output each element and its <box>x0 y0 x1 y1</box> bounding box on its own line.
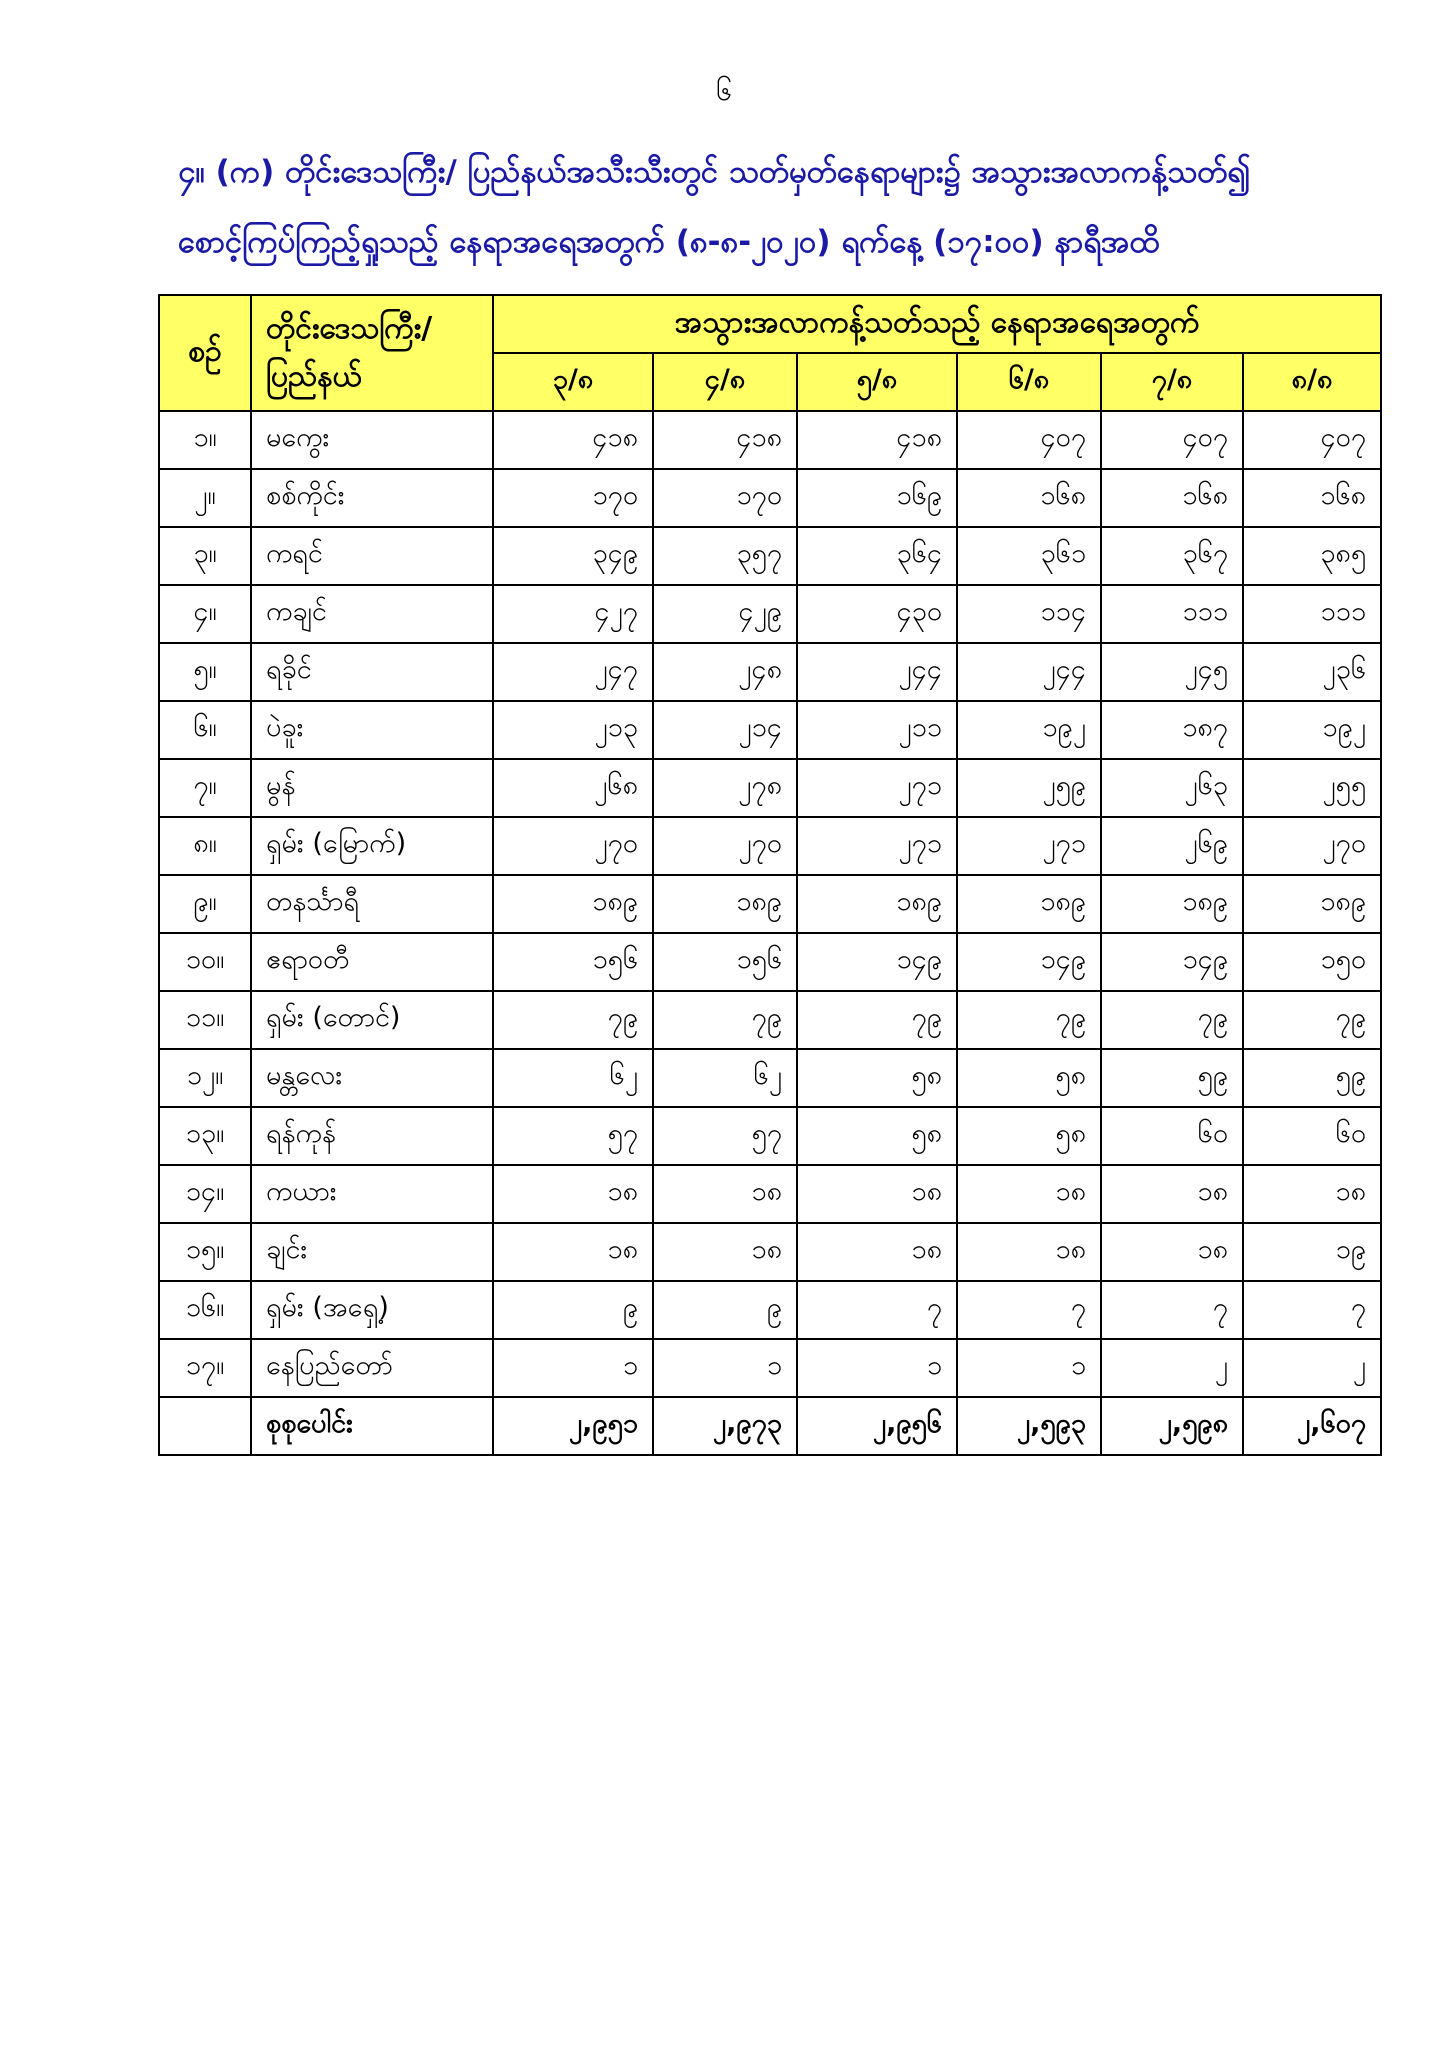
total-value: ၂,၆၀၇ <box>1243 1397 1381 1455</box>
row-value: ၁၉၂ <box>957 701 1101 759</box>
row-region: ရှမ်း (မြောက်) <box>251 817 493 875</box>
row-seq: ၅။ <box>159 643 251 701</box>
row-value: ၁၅၀ <box>1243 933 1381 991</box>
header-region <box>251 295 493 411</box>
row-value: ၁၄၉ <box>957 933 1101 991</box>
row-seq: ၆။ <box>159 701 251 759</box>
row-value: ၂၇၁ <box>957 817 1101 875</box>
row-value: ၇၉ <box>797 991 957 1049</box>
row-seq: ၃။ <box>159 527 251 585</box>
header-date: ၃/၈ <box>493 353 653 411</box>
row-seq: ၁၃။ <box>159 1107 251 1165</box>
row-value: ၁၁၁ <box>1243 585 1381 643</box>
row-region: ပဲခူး <box>251 701 493 759</box>
row-value: ၄၀၇ <box>1101 411 1243 469</box>
row-value: ၇ <box>797 1281 957 1339</box>
row-value: ၇၉ <box>653 991 797 1049</box>
row-value: ၅၈ <box>797 1107 957 1165</box>
row-value: ၁၉၂ <box>1243 701 1381 759</box>
row-value: ၁ <box>653 1339 797 1397</box>
row-value: ၂၄၅ <box>1101 643 1243 701</box>
table-row <box>159 817 1381 875</box>
row-value: ၁ <box>957 1339 1101 1397</box>
header-region-line-1: တိုင်းဒေသကြီး/ <box>266 311 433 346</box>
row-value: ၃၄၉ <box>493 527 653 585</box>
row-seq: ၁၁။ <box>159 991 251 1049</box>
header-date: ၄/၈ <box>653 353 797 411</box>
row-value: ၅၉ <box>1243 1049 1381 1107</box>
row-region: နေပြည်တော် <box>251 1339 493 1397</box>
row-value: ၅၈ <box>957 1107 1101 1165</box>
row-value: ၂၁၁ <box>797 701 957 759</box>
row-value: ၇၉ <box>1243 991 1381 1049</box>
row-value: ၁၆၈ <box>1243 469 1381 527</box>
row-value: ၂၃၆ <box>1243 643 1381 701</box>
row-value: ၉ <box>493 1281 653 1339</box>
row-value: ၆၀ <box>1101 1107 1243 1165</box>
row-value: ၁၁၁ <box>1101 585 1243 643</box>
row-value: ၇၉ <box>493 991 653 1049</box>
row-value: ၂၆၃ <box>1101 759 1243 817</box>
table-row <box>159 1339 1381 1397</box>
row-region: ရှမ်း (အရှေ့) <box>251 1281 493 1339</box>
row-value: ၂၄၄ <box>797 643 957 701</box>
row-value: ၁၅၆ <box>653 933 797 991</box>
row-region: ရခိုင် <box>251 643 493 701</box>
row-value: ၇ <box>1101 1281 1243 1339</box>
row-seq: ၄။ <box>159 585 251 643</box>
row-value: ၁၅၆ <box>493 933 653 991</box>
row-value: ၁၈ <box>1101 1165 1243 1223</box>
row-value: ၄၁၈ <box>797 411 957 469</box>
row-value: ၁၄၉ <box>797 933 957 991</box>
row-value: ၂၇၀ <box>1243 817 1381 875</box>
row-value: ၆၂ <box>653 1049 797 1107</box>
row-region: ကချင် <box>251 585 493 643</box>
row-value: ၁၈ <box>653 1165 797 1223</box>
total-value: ၂,၉၅၆ <box>797 1397 957 1455</box>
row-value: ၁၉ <box>1243 1223 1381 1281</box>
row-value: ၅၈ <box>797 1049 957 1107</box>
header-seq: စဉ် <box>159 295 251 411</box>
row-value: ၁၈ <box>797 1223 957 1281</box>
row-value: ၂၆၉ <box>1101 817 1243 875</box>
table-row <box>159 1223 1381 1281</box>
total-value: ၂,၉၅၁ <box>493 1397 653 1455</box>
row-seq: ၈။ <box>159 817 251 875</box>
table-row <box>159 991 1381 1049</box>
row-value: ၂၄၈ <box>653 643 797 701</box>
row-region: မွန် <box>251 759 493 817</box>
row-value: ၂၁၃ <box>493 701 653 759</box>
row-value: ၃၆၇ <box>1101 527 1243 585</box>
row-region: မကွေး <box>251 411 493 469</box>
header-date: ၆/၈ <box>957 353 1101 411</box>
row-value: ၂ <box>1243 1339 1381 1397</box>
row-value: ၄၃၀ <box>797 585 957 643</box>
table-row <box>159 469 1381 527</box>
table-row <box>159 701 1381 759</box>
row-region: ကယား <box>251 1165 493 1223</box>
row-value: ၁ <box>797 1339 957 1397</box>
total-row <box>159 1397 1381 1455</box>
row-value: ၅၈ <box>957 1049 1101 1107</box>
row-value: ၁၆၈ <box>1101 469 1243 527</box>
row-value: ၃၈၅ <box>1243 527 1381 585</box>
row-region: ဧရာဝတီ <box>251 933 493 991</box>
row-value: ၄၂၇ <box>493 585 653 643</box>
restricted-places-table <box>158 294 1382 1456</box>
table-row <box>159 933 1381 991</box>
row-value: ၆၀ <box>1243 1107 1381 1165</box>
row-value: ၁၈၉ <box>797 875 957 933</box>
row-value: ၁၈ <box>653 1223 797 1281</box>
header-date: ၇/၈ <box>1101 353 1243 411</box>
row-seq: ၁၆။ <box>159 1281 251 1339</box>
page-number: ၆ <box>716 74 732 107</box>
total-value: ၂,၅၉၃ <box>957 1397 1101 1455</box>
row-value: ၁၈၉ <box>1243 875 1381 933</box>
table-row <box>159 527 1381 585</box>
row-value: ၂၇၀ <box>493 817 653 875</box>
table-row <box>159 643 1381 701</box>
row-value: ၃၅၇ <box>653 527 797 585</box>
table-row <box>159 585 1381 643</box>
row-value: ၁ <box>493 1339 653 1397</box>
header-date: ၈/၈ <box>1243 353 1381 411</box>
total-seq-empty <box>159 1397 251 1455</box>
row-seq: ၁၂။ <box>159 1049 251 1107</box>
table-row <box>159 875 1381 933</box>
row-value: ၁၈၇ <box>1101 701 1243 759</box>
row-value: ၂၄၄ <box>957 643 1101 701</box>
row-value: ၁၈ <box>957 1165 1101 1223</box>
table-body <box>159 411 1381 1455</box>
row-value: ၅၉ <box>1101 1049 1243 1107</box>
row-value: ၁၈ <box>957 1223 1101 1281</box>
row-value: ၂၄၇ <box>493 643 653 701</box>
table-row <box>159 1281 1381 1339</box>
row-value: ၃၆၁ <box>957 527 1101 585</box>
section-heading-line-1: ၄။ (က) တိုင်းဒေသကြီး/ ပြည်နယ်အသီးသီးတွင် သတ်မှတ်နေရာများ၌ အသွားအလာကန့်သတ်၍ <box>178 154 1251 190</box>
row-seq: ၉။ <box>159 875 251 933</box>
row-value: ၁၈ <box>1101 1223 1243 1281</box>
row-region: တနင်္သာရီ <box>251 875 493 933</box>
row-value: ၁၈၉ <box>653 875 797 933</box>
row-value: ၂၆၈ <box>493 759 653 817</box>
table-row <box>159 1165 1381 1223</box>
row-value: ၂၅၉ <box>957 759 1101 817</box>
row-value: ၁၈ <box>1243 1165 1381 1223</box>
header-region-line-2: ပြည်နယ် <box>266 359 362 394</box>
total-value: ၂,၉၇၃ <box>653 1397 797 1455</box>
row-value: ၁၇၀ <box>493 469 653 527</box>
row-value: ၁၈၉ <box>957 875 1101 933</box>
header-date: ၅/၈ <box>797 353 957 411</box>
row-region: ရှမ်း (တောင်) <box>251 991 493 1049</box>
row-value: ၁၈ <box>493 1165 653 1223</box>
row-value: ၄၁၈ <box>493 411 653 469</box>
table-row <box>159 1049 1381 1107</box>
row-value: ၁၆၈ <box>957 469 1101 527</box>
row-value: ၁၈၉ <box>493 875 653 933</box>
row-region: မန္တလေး <box>251 1049 493 1107</box>
row-value: ၄၁၈ <box>653 411 797 469</box>
row-region: ချင်း <box>251 1223 493 1281</box>
row-value: ၇၉ <box>1101 991 1243 1049</box>
row-value: ၂၇၀ <box>653 817 797 875</box>
row-value: ၅၇ <box>493 1107 653 1165</box>
row-seq: ၁၇။ <box>159 1339 251 1397</box>
row-region: ကရင် <box>251 527 493 585</box>
table-row <box>159 411 1381 469</box>
row-seq: ၁၄။ <box>159 1165 251 1223</box>
row-seq: ၁။ <box>159 411 251 469</box>
row-value: ၂ <box>1101 1339 1243 1397</box>
row-value: ၉ <box>653 1281 797 1339</box>
row-value: ၃၆၄ <box>797 527 957 585</box>
row-value: ၇၉ <box>957 991 1101 1049</box>
row-value: ၂၇၁ <box>797 817 957 875</box>
row-value: ၁၁၄ <box>957 585 1101 643</box>
row-region: ရန်ကုန် <box>251 1107 493 1165</box>
row-seq: ၁၅။ <box>159 1223 251 1281</box>
table-row <box>159 1107 1381 1165</box>
row-region: စစ်ကိုင်း <box>251 469 493 527</box>
header-group: အသွားအလာကန့်သတ်သည့် နေရာအရေအတွက် <box>493 295 1381 353</box>
row-value: ၁၇၀ <box>653 469 797 527</box>
row-value: ၇ <box>957 1281 1101 1339</box>
row-value: ၁၈ <box>493 1223 653 1281</box>
row-seq: ၂။ <box>159 469 251 527</box>
section-heading-line-2: စောင့်ကြပ်ကြည့်ရှုသည့် နေရာအရေအတွက် (၈-၈-၂၀၂၀) ရက်နေ့ (၁၇:၀၀) နာရီအထိ <box>178 224 1160 260</box>
row-value: ၁၈၉ <box>1101 875 1243 933</box>
row-value: ၇ <box>1243 1281 1381 1339</box>
row-value: ၅၇ <box>653 1107 797 1165</box>
table-row <box>159 759 1381 817</box>
row-value: ၂၇၁ <box>797 759 957 817</box>
row-value: ၁၆၉ <box>797 469 957 527</box>
row-value: ၂၅၅ <box>1243 759 1381 817</box>
row-value: ၂၇၈ <box>653 759 797 817</box>
row-value: ၆၂ <box>493 1049 653 1107</box>
row-value: ၂၁၄ <box>653 701 797 759</box>
total-label: စုစုပေါင်း <box>251 1397 493 1455</box>
row-value: ၁၄၉ <box>1101 933 1243 991</box>
row-value: ၄၀၇ <box>957 411 1101 469</box>
row-seq: ၁၀။ <box>159 933 251 991</box>
row-seq: ၇။ <box>159 759 251 817</box>
row-value: ၄၂၉ <box>653 585 797 643</box>
total-value: ၂,၅၉၈ <box>1101 1397 1243 1455</box>
row-value: ၁၈ <box>797 1165 957 1223</box>
row-value: ၄၀၇ <box>1243 411 1381 469</box>
